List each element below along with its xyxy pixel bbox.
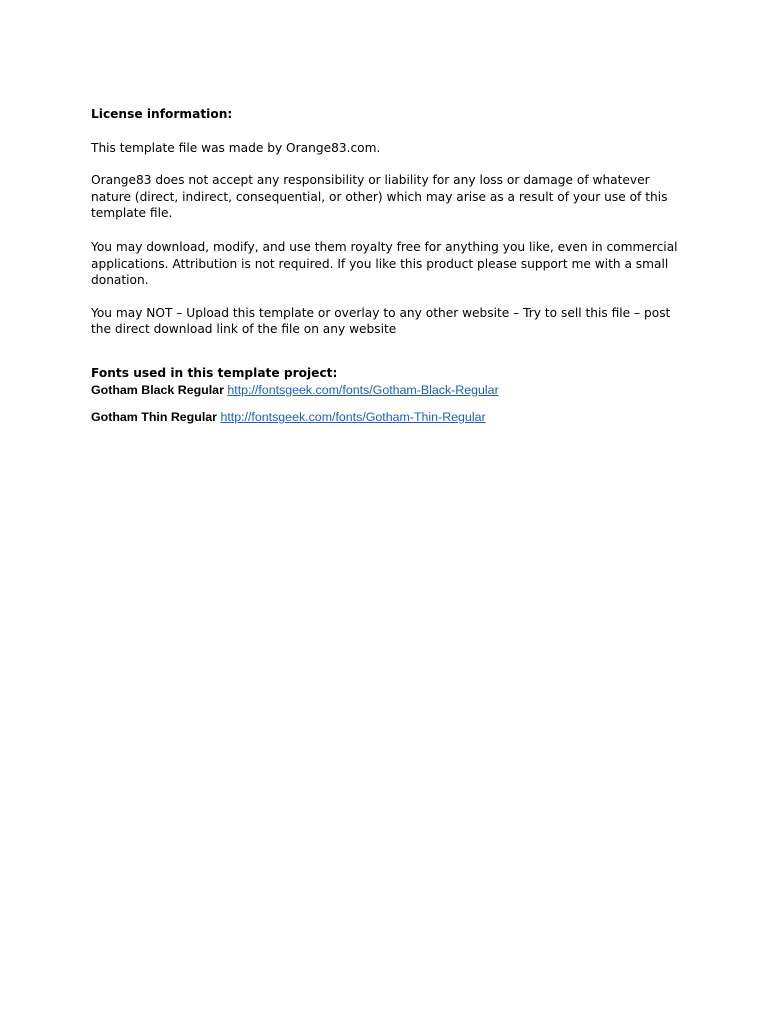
made-by-paragraph: This template file was made by Orange83.com. <box>91 140 381 155</box>
usage-paragraph: You may download, modify, and use them royalty free for anything you like, even in commercial applications. Attribution is not required. If you like this product please support me with a small donation. <box>91 239 678 288</box>
fonts-heading: Fonts used in this template project: <box>91 365 338 380</box>
font-name: Gotham Black Regular <box>91 382 224 397</box>
font-link[interactable]: http://fontsgeek.com/fonts/Gotham-Thin-Regular <box>220 410 486 425</box>
font-entry <box>91 382 681 399</box>
font-entry <box>91 409 681 426</box>
liability-paragraph: Orange83 does not accept any responsibility or liability for any loss or damage of whatever nature (direct, indirect, consequential, or other) which may arise as a result of your use of this template file. <box>91 173 668 221</box>
font-link[interactable]: http://fontsgeek.com/fonts/Gotham-Black-Regular <box>227 382 499 397</box>
font-name: Gotham Thin Regular <box>91 410 217 425</box>
document-body <box>91 106 681 426</box>
restrictions-paragraph: You may NOT – Upload this template or overlay to any other website – Try to sell this file – post the direct download link of the file on any website <box>91 305 671 337</box>
license-heading: License information: <box>91 107 233 121</box>
